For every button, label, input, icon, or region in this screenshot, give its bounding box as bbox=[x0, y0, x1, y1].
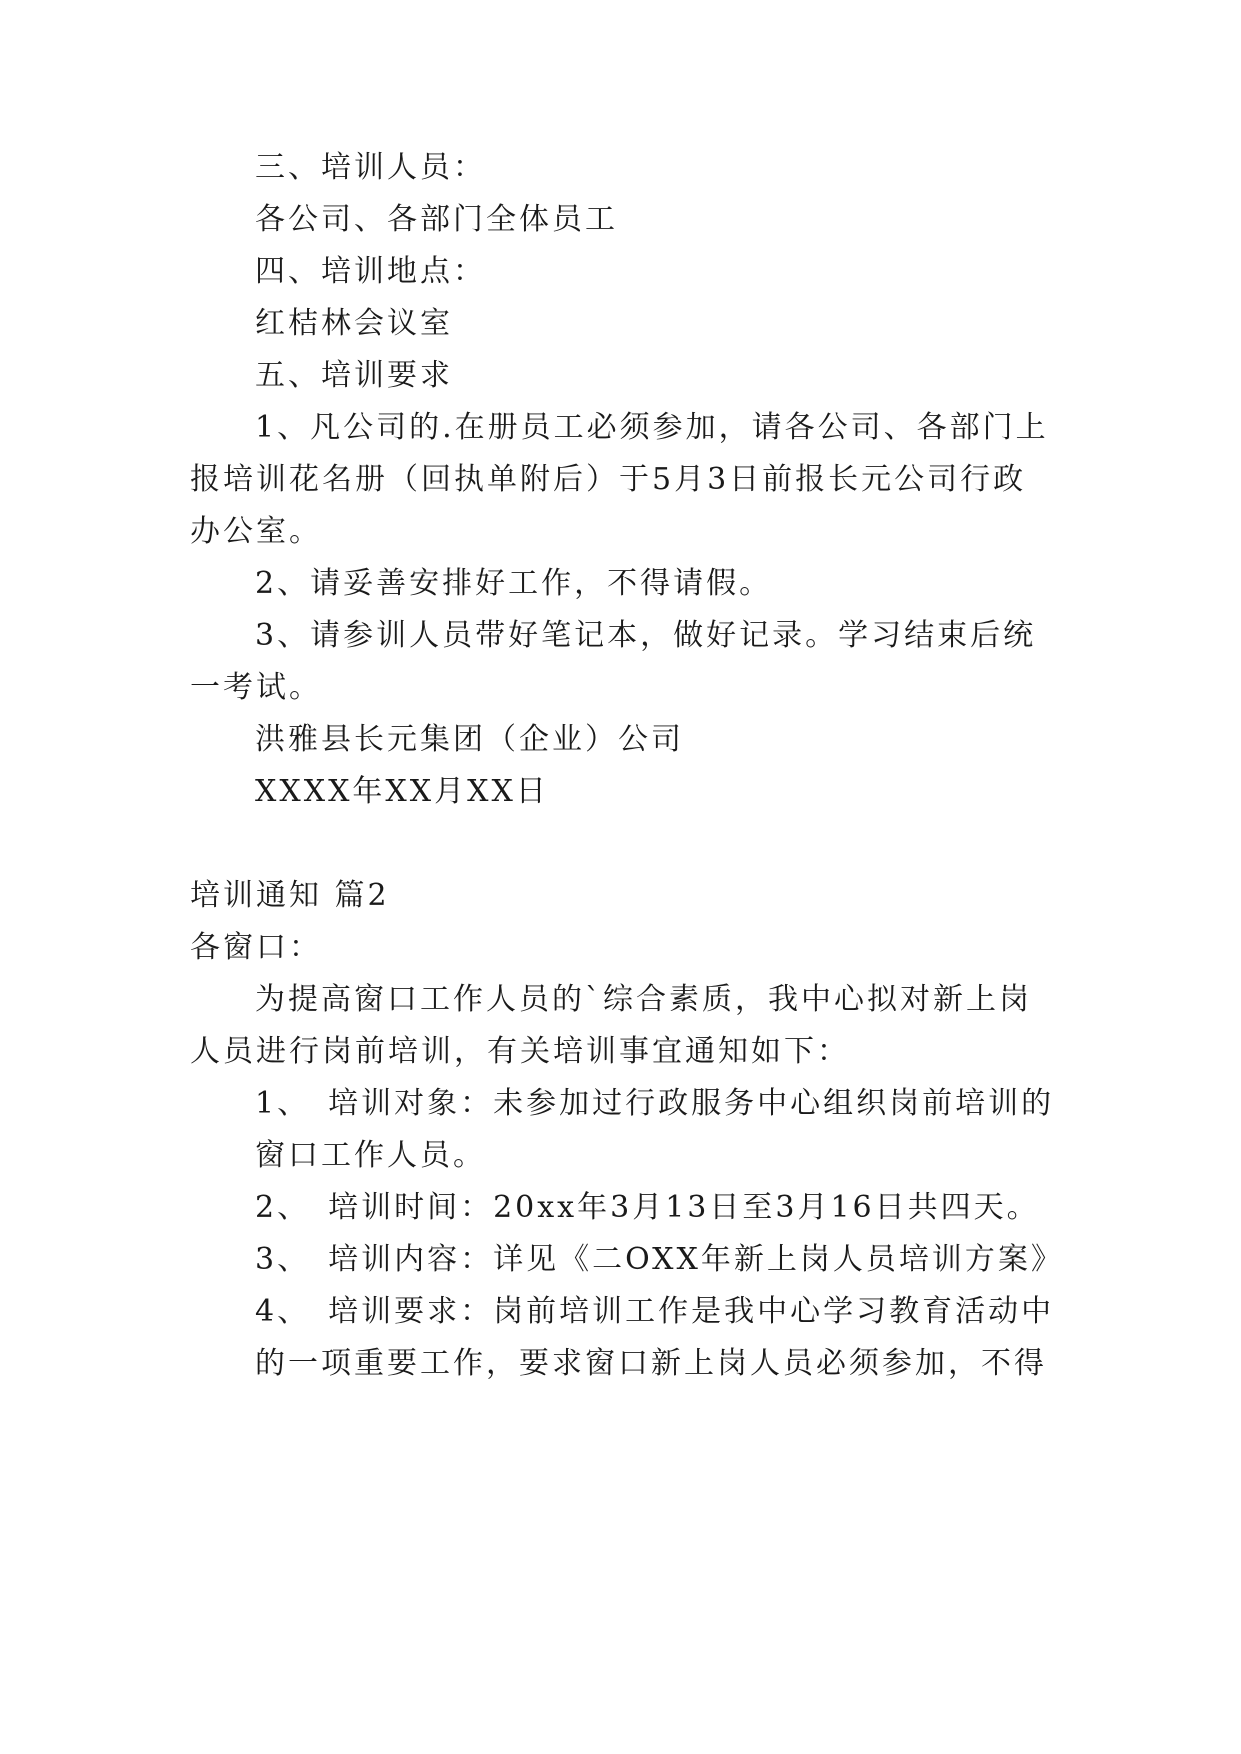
section-3-heading: 三、培训人员： bbox=[255, 150, 486, 185]
notice-2-item-1-line-1 bbox=[255, 1084, 1054, 1124]
requirement-1-line-3: 办公室。 bbox=[190, 514, 322, 549]
requirement-3-line-2: 一考试。 bbox=[190, 670, 322, 705]
requirement-1-line-1: 1、凡公司的.在册员工必须参加，请各公司、各部门上 bbox=[255, 410, 1049, 445]
item-number: 3、 bbox=[255, 1242, 311, 1277]
notice-2-item-3 bbox=[255, 1240, 1064, 1280]
section-5-heading: 五、培训要求 bbox=[255, 358, 453, 393]
notice-2-item-2 bbox=[255, 1188, 1040, 1228]
item-text: 培训对象：未参加过行政服务中心组织岗前培训的 bbox=[328, 1086, 1055, 1121]
item-number: 1、 bbox=[255, 1086, 311, 1121]
notice-2-item-4-line-2: 的一项重要工作，要求窗口新上岗人员必须参加，不得 bbox=[255, 1346, 1047, 1381]
notice-2-intro-line-1: 为提高窗口工作人员的`综合素质，我中心拟对新上岗 bbox=[255, 982, 1032, 1017]
signature-company: 洪雅县长元集团（企业）公司 bbox=[255, 722, 684, 757]
notice-2-item-1-line-2: 窗口工作人员。 bbox=[255, 1138, 486, 1173]
item-number: 4、 bbox=[255, 1294, 311, 1329]
signature-date: XXXX年XX月XX日 bbox=[255, 774, 549, 809]
section-3-body: 各公司、各部门全体员工 bbox=[255, 202, 618, 237]
notice-2-intro-line-2: 人员进行岗前培训，有关培训事宜通知如下： bbox=[190, 1034, 850, 1069]
item-number: 2、 bbox=[255, 1190, 311, 1225]
notice-2-title: 培训通知 篇2 bbox=[190, 878, 390, 913]
item-text: 培训内容：详见《二OXX年新上岗人员培训方案》 bbox=[328, 1242, 1064, 1277]
requirement-3-line-1: 3、请参训人员带好笔记本，做好记录。学习结束后统 bbox=[255, 618, 1037, 653]
notice-2-addressee: 各窗口： bbox=[190, 930, 322, 965]
item-text: 培训要求：岗前培训工作是我中心学习教育活动中 bbox=[328, 1294, 1055, 1329]
item-text: 培训时间：20xx年3月13日至3月16日共四天。 bbox=[328, 1190, 1040, 1225]
notice-2-item-4-line-1 bbox=[255, 1292, 1054, 1332]
section-4-body: 红桔林会议室 bbox=[255, 306, 453, 341]
section-4-heading: 四、培训地点： bbox=[255, 254, 486, 289]
requirement-2: 2、请妥善安排好工作，不得请假。 bbox=[255, 566, 773, 601]
requirement-1-line-2: 报培训花名册（回执单附后）于5月3日前报长元公司行政 bbox=[190, 462, 1027, 497]
